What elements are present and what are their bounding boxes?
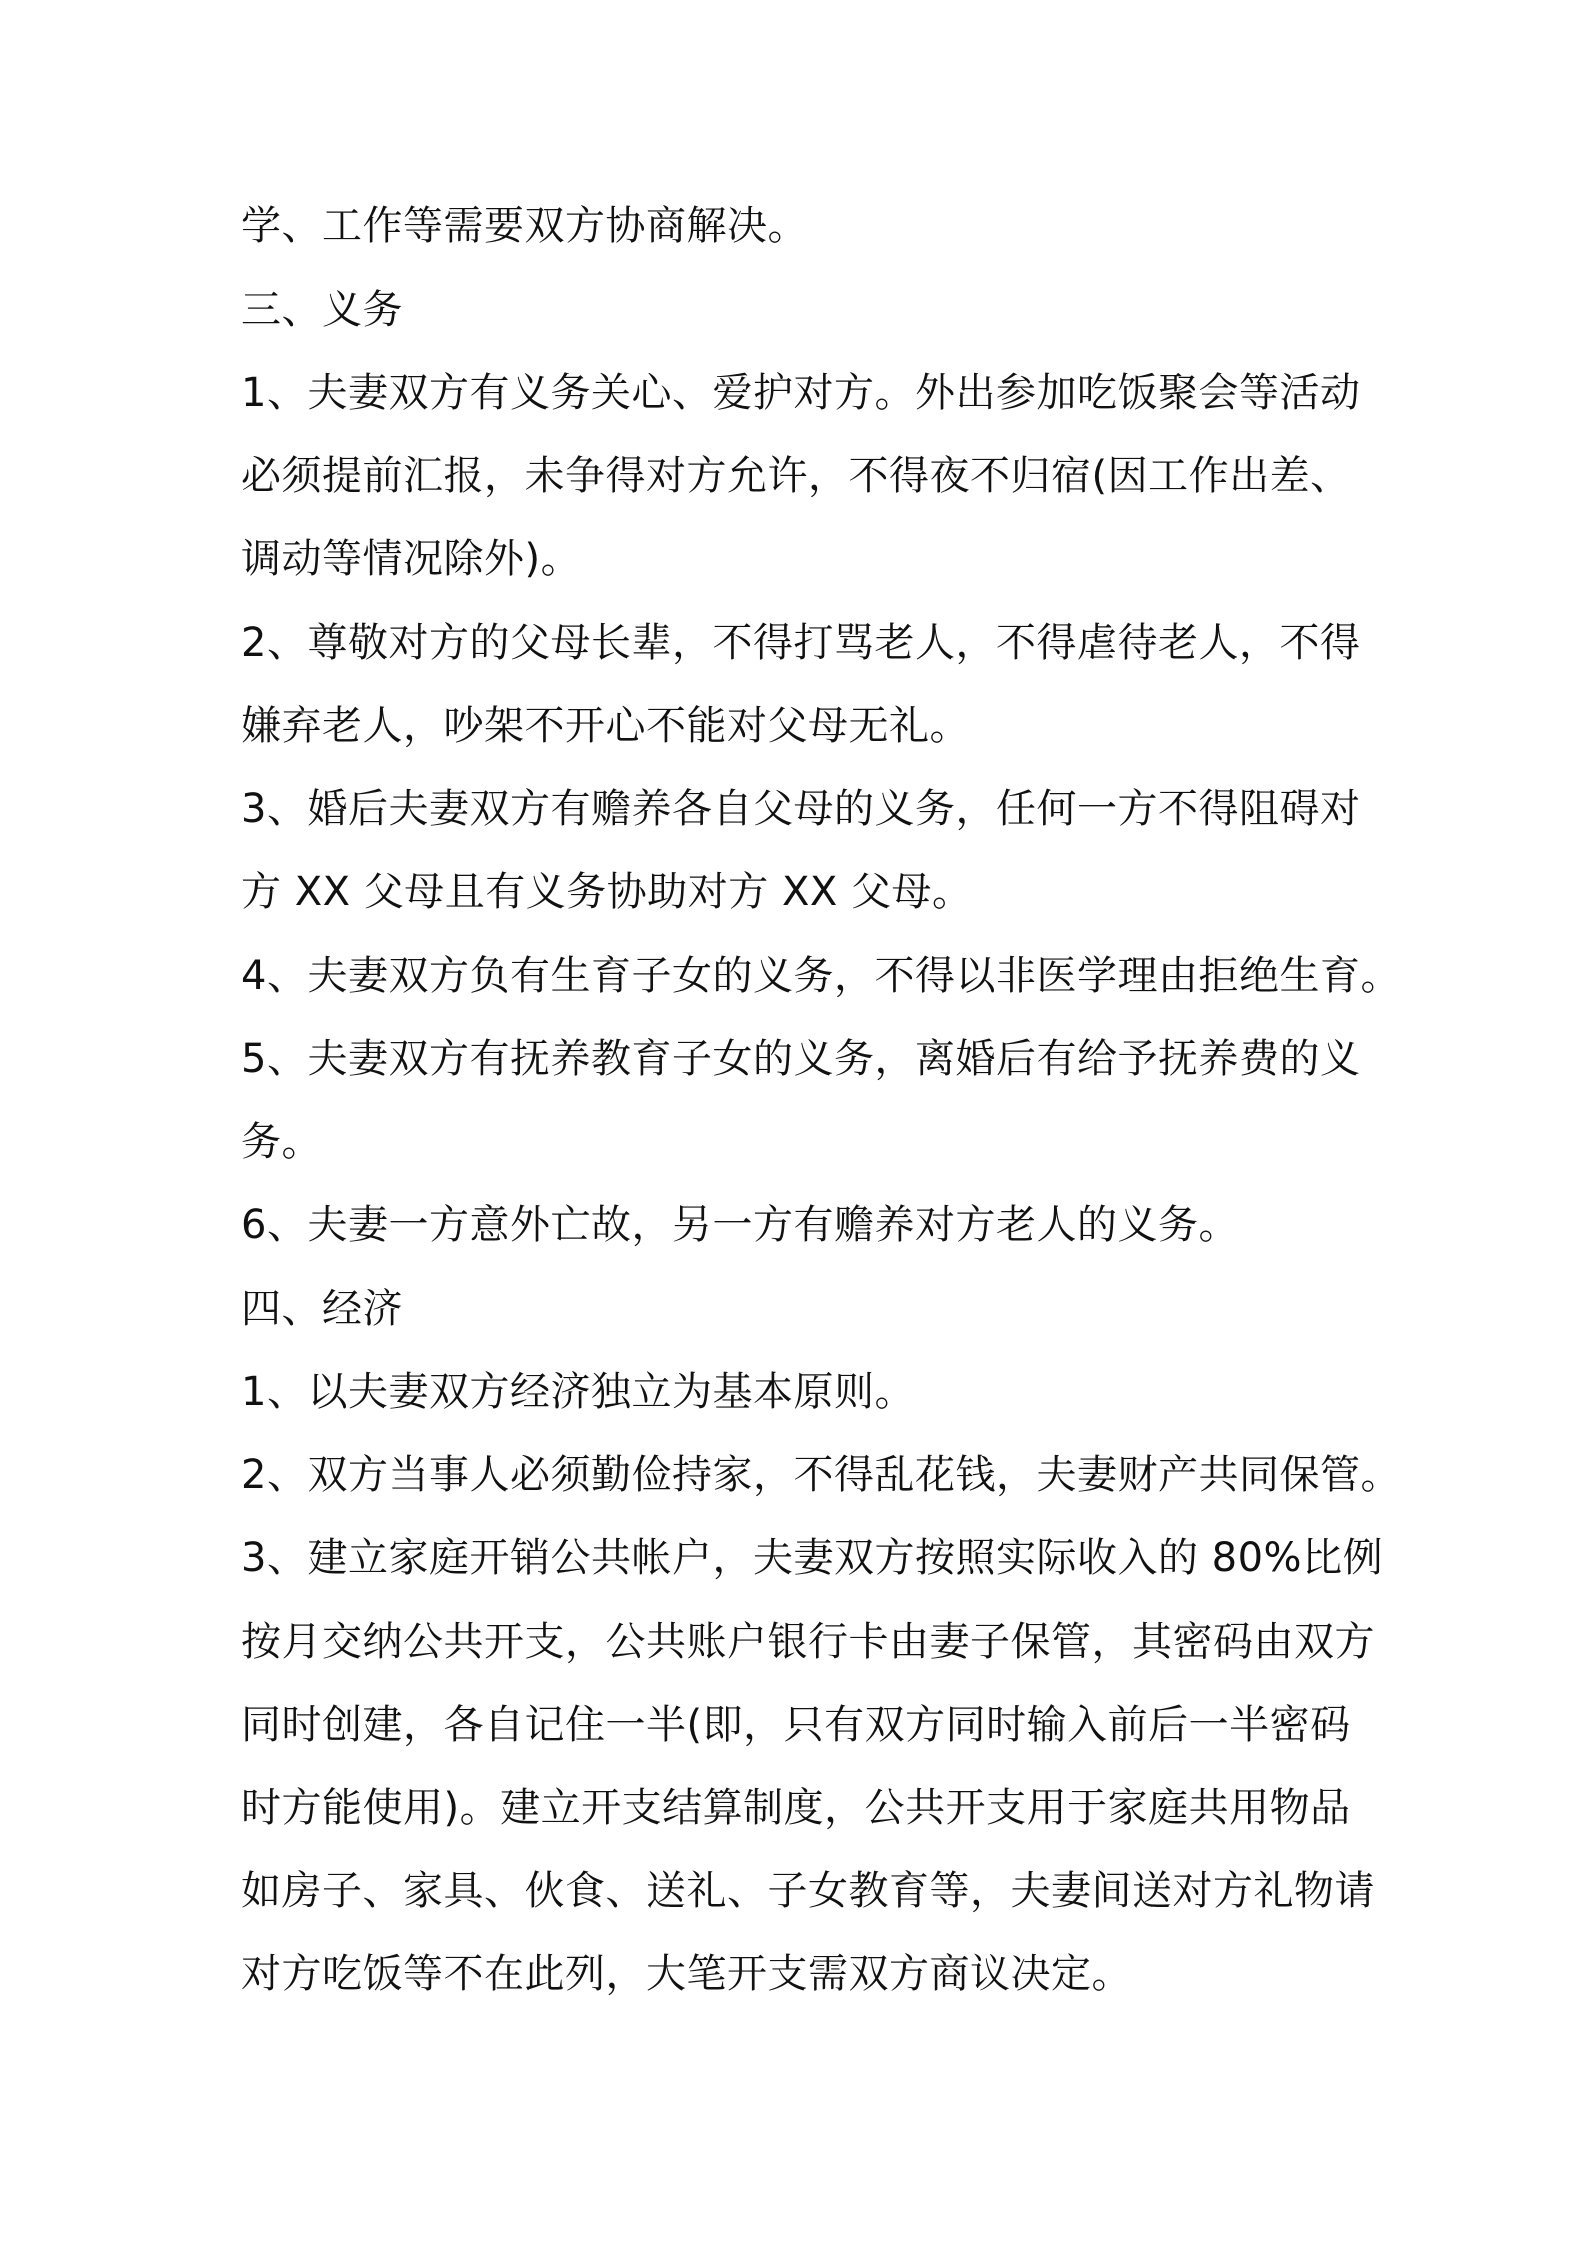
section-heading-obligations: 三、义务	[241, 287, 403, 333]
text-line-12: 务。	[241, 1119, 322, 1165]
text-line-9: 方 XX 父母且有义务协助对方 XX 父母。	[241, 869, 973, 915]
text-line-1: 学、工作等需要双方协商解决。	[241, 203, 808, 249]
text-line-5: 调动等情况除外)。	[241, 536, 582, 582]
text-line-4: 必须提前汇报，未争得对方允许，不得夜不归宿(因工作出差、	[241, 453, 1351, 499]
text-line-3: 1、夫妻双方有义务关心、爱护对方。外出参加吃饭聚会等活动	[241, 370, 1361, 416]
text-line-13: 6、夫妻一方意外亡故，另一方有赡养对方老人的义务。	[241, 1202, 1239, 1248]
text-line-19: 同时创建，各自记住一半(即，只有双方同时输入前后一半密码	[241, 1702, 1351, 1748]
text-line-18: 按月交纳公共开支，公共账户银行卡由妻子保管，其密码由双方	[241, 1619, 1375, 1665]
text-line-8: 3、婚后夫妻双方有赡养各自父母的义务，任何一方不得阻碍对	[241, 786, 1361, 832]
text-line-17: 3、建立家庭开销公共帐户，夫妻双方按照实际收入的 80%比例	[241, 1535, 1384, 1581]
text-line-22: 对方吃饭等不在此列，大笔开支需双方商议决定。	[241, 1951, 1132, 1997]
text-line-20: 时方能使用)。建立开支结算制度，公共开支用于家庭共用物品	[241, 1785, 1351, 1831]
text-line-16: 2、双方当事人必须勤俭持家，不得乱花钱，夫妻财产共同保管。	[241, 1452, 1401, 1498]
text-line-7: 嫌弃老人，吵架不开心不能对父母无礼。	[241, 703, 970, 749]
text-line-6: 2、尊敬对方的父母长辈，不得打骂老人，不得虐待老人，不得	[241, 620, 1361, 666]
text-line-21: 如房子、家具、伙食、送礼、子女教育等，夫妻间送对方礼物请	[241, 1868, 1375, 1914]
text-line-10: 4、夫妻双方负有生育子女的义务，不得以非医学理由拒绝生育。	[241, 953, 1401, 999]
text-line-11: 5、夫妻双方有抚养教育子女的义务，离婚后有给予抚养费的义	[241, 1036, 1361, 1082]
section-heading-economy: 四、经济	[241, 1286, 403, 1332]
text-line-15: 1、以夫妻双方经济独立为基本原则。	[241, 1369, 915, 1415]
